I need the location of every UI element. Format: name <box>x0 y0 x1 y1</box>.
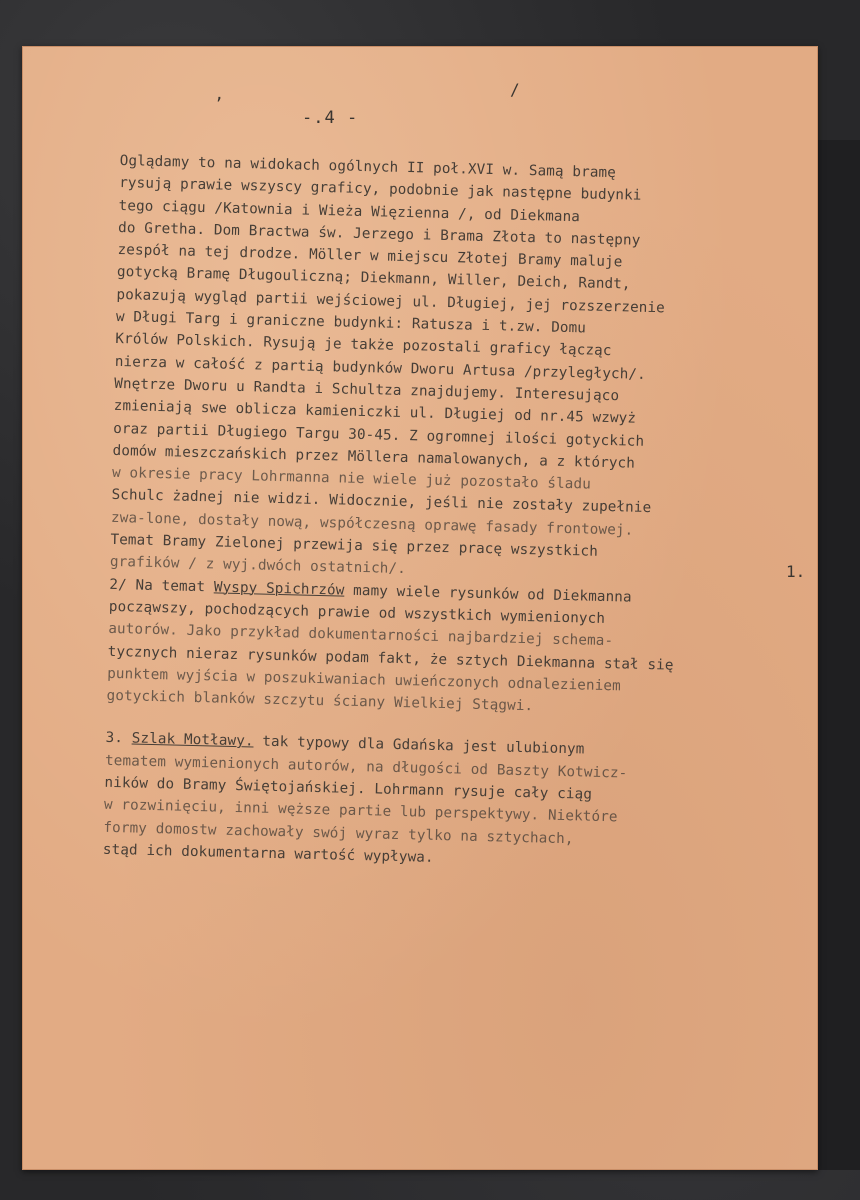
page-number: -.4 - <box>302 108 359 128</box>
text-line: stąd ich dokumentarna wartość wypływa. <box>102 841 434 866</box>
text-line: pokazują wygląd partii wejściowej ul. Długiej, jej rozszerzenie <box>116 286 666 317</box>
text-line: ników do Bramy Świętojańskiej. Lohrmann rysuje cały ciąg <box>104 774 593 803</box>
text-line: domów mieszczańskich przez Möllera namalowanych, a z których <box>112 442 636 472</box>
underlined-topic-spichrzow: Wyspy Spichrzów <box>213 579 345 599</box>
text-line: zmieniają swe oblicza kamieniczki ul. Długiej od nr.45 wzwyż <box>113 398 637 427</box>
text-line: oraz partii Długiego Targu 30-45. Z ogromnej ilości gotyckich <box>112 420 645 450</box>
text-line: punktem wyjścia w poszukiwaniach uwieńczonych odnalezieniem <box>107 665 621 695</box>
margin-mark: 1. <box>786 562 806 581</box>
text-line: począwszy, pochodzących prawie od wszystkich wymienionych <box>108 598 606 627</box>
text-line: do Gretha. Dom Bractwa św. Jerzego i Brama Złota to następny <box>117 219 641 249</box>
text-line: zespół na tej drodze. Möller w miejscu Złotej Bramy maluje <box>117 242 623 271</box>
text-line: tycznych nieraz rysunków podam fakt, że sztych Diekmanna stał się <box>107 643 674 674</box>
text-line: grafików / z wyj.dwóch ostatnich/. <box>109 554 407 578</box>
text-line: formy domostw zachowały swój wyraz tylko na sztychach, <box>103 819 574 847</box>
binder-edge <box>816 140 860 1170</box>
text-line: w Długi Targ i graniczne budynki: Ratusza i t.zw. Domu <box>115 309 587 337</box>
item-2-prefix: 2/ Na temat <box>109 576 215 596</box>
underlined-topic-motlawa: Szlak Motławy. <box>131 730 254 750</box>
text-line: Oglądamy to na widokach ogólnych II poł.XVI w. Samą bramę <box>119 152 617 182</box>
item-2-suffix: mamy wiele rysunków od Diekmanna <box>344 582 632 606</box>
text-line: Królów Polskich. Rysują je także pozostali graficy łącząc <box>115 331 612 360</box>
text-line: Schulc żadnej nie widzi. Widocznie, jeśli nie zostały zupełnie <box>111 487 652 517</box>
text-line: tego ciągu /Katownia i Wieża Więzienna /, od Diekmana <box>118 197 581 225</box>
text-line: Wnętrze Dworu u Randta i Schultza znajdujemy. Interesująco <box>114 375 620 405</box>
text-line: Temat Bramy Zielonej przewija się przez pracę wszystkich <box>110 531 599 560</box>
text-line: w rozwinięciu, inni węższe partie lub perspektywy. Niektóre <box>103 797 618 826</box>
text-line: nierza w całość z partią budynków Dworu Artusa /przyległych/. <box>114 353 647 383</box>
text-line: w okresie pracy Lohrmanna nie wiele już pozostało śladu <box>111 465 592 493</box>
document-page <box>22 46 818 1170</box>
text-line: rysują prawie wszyscy graficy, podobnie jak następne budynki <box>118 175 642 205</box>
text-line: zwa-lone, dostały nową, współczesną oprawę fasady frontowej. <box>110 509 634 539</box>
text-line: tematem wymienionych autorów, na długości od Baszty Kotwicz- <box>104 752 628 782</box>
text-line: gotyckich blanków szczytu ściany Wielkiej Stągwi. <box>106 687 534 715</box>
item-3-prefix: 3. <box>105 730 132 747</box>
text-line: gotycką Bramę Długouliczną; Diekmann, Willer, Deich, Randt, <box>116 264 631 293</box>
text-line: autorów. Jako przykład dokumentarności najbardziej schema- <box>108 621 614 650</box>
ink-speck: / <box>510 80 520 99</box>
typewritten-text <box>103 150 780 877</box>
ink-speck: ʼ <box>214 94 224 113</box>
item-3-suffix: tak typowy dla Gdańska jest ulubionym <box>253 733 585 758</box>
